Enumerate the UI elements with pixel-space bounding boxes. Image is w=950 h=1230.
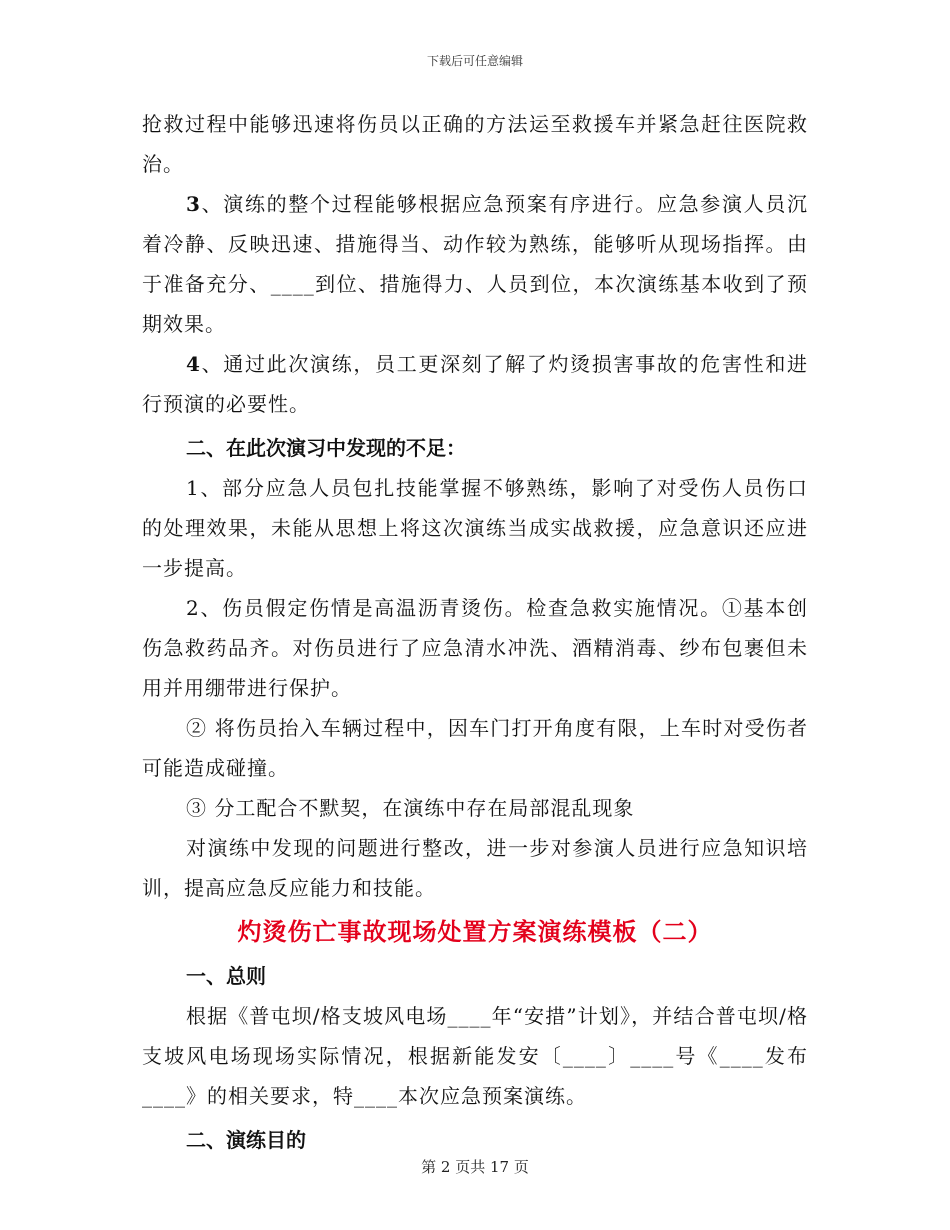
document-body — [142, 104, 808, 1160]
paragraph-rectification: 对演练中发现的问题进行整改，进一步对参演人员进行应急知识培训，提高应急反应能力和技能。 — [142, 836, 808, 900]
paragraph-bandaging-skills: 1、部分应急人员包扎技能掌握不够熟练，影响了对受伤人员伤口的处理效果，未能从思想上将这次演练当成实战救援，应急意识还应进一步提高。 — [142, 476, 808, 580]
paragraph-drill-awareness — [142, 344, 808, 424]
page-header: 下载后可任意编辑 — [426, 54, 523, 68]
document-title: 灼烫伤亡事故现场处置方案演练模板（二） — [237, 917, 713, 946]
paragraph-rescue-transport: 抢救过程中能够迅速将伤员以正确的方法运至救援车并紧急赶往医院救治。 — [142, 112, 808, 176]
paragraph-drill-process — [142, 184, 808, 344]
paragraph-coordination: ③ 分工配合不默契，在演练中存在局部混乱现象 — [186, 796, 635, 820]
item-number: 3 — [186, 192, 201, 216]
paragraph-burn-injury: 2、伤员假定伤情是高温沥青烫伤。检查急救实施情况。①基本创伤急救药品齐。对伤员进行了应急清水冲洗、酒精消毒、纱布包裹但未用并用绷带进行保护。 — [142, 596, 808, 700]
section-heading-general: 一、总则 — [186, 964, 266, 988]
section-heading-purpose: 二、演练目的 — [186, 1128, 306, 1152]
page-footer: 第 2 页共 17 页 — [421, 1158, 529, 1176]
paragraph-basis: 根据《普屯坝/格支坡风电场____年“安措”计划》，并结合普屯坝/格支坡风电场现场实际情况，根据新能发安〔____〕____号《____发布____》的相关要求，特____本次应急预案演练。 — [142, 1004, 808, 1108]
paragraph-text: 、演练的整个过程能够根据应急预案有序进行。应急参演人员沉着冷静、反映迅速、措施得当、动作较为熟练，能够听从现场指挥。由于准备充分、____到位、措施得力、人员到位，本次演练基本收到了预期效果。 — [142, 192, 808, 336]
paragraph-text: 、通过此次演练，员工更深刻了解了灼烫损害事故的危害性和进行预演的必要性。 — [142, 352, 808, 416]
item-number: 4 — [186, 352, 201, 376]
paragraph-vehicle-loading: ② 将伤员抬入车辆过程中，因车门打开角度有限，上车时对受伤者可能造成碰撞。 — [142, 716, 808, 780]
section-heading-shortcomings: 二、在此次演习中发现的不足： — [186, 436, 466, 460]
